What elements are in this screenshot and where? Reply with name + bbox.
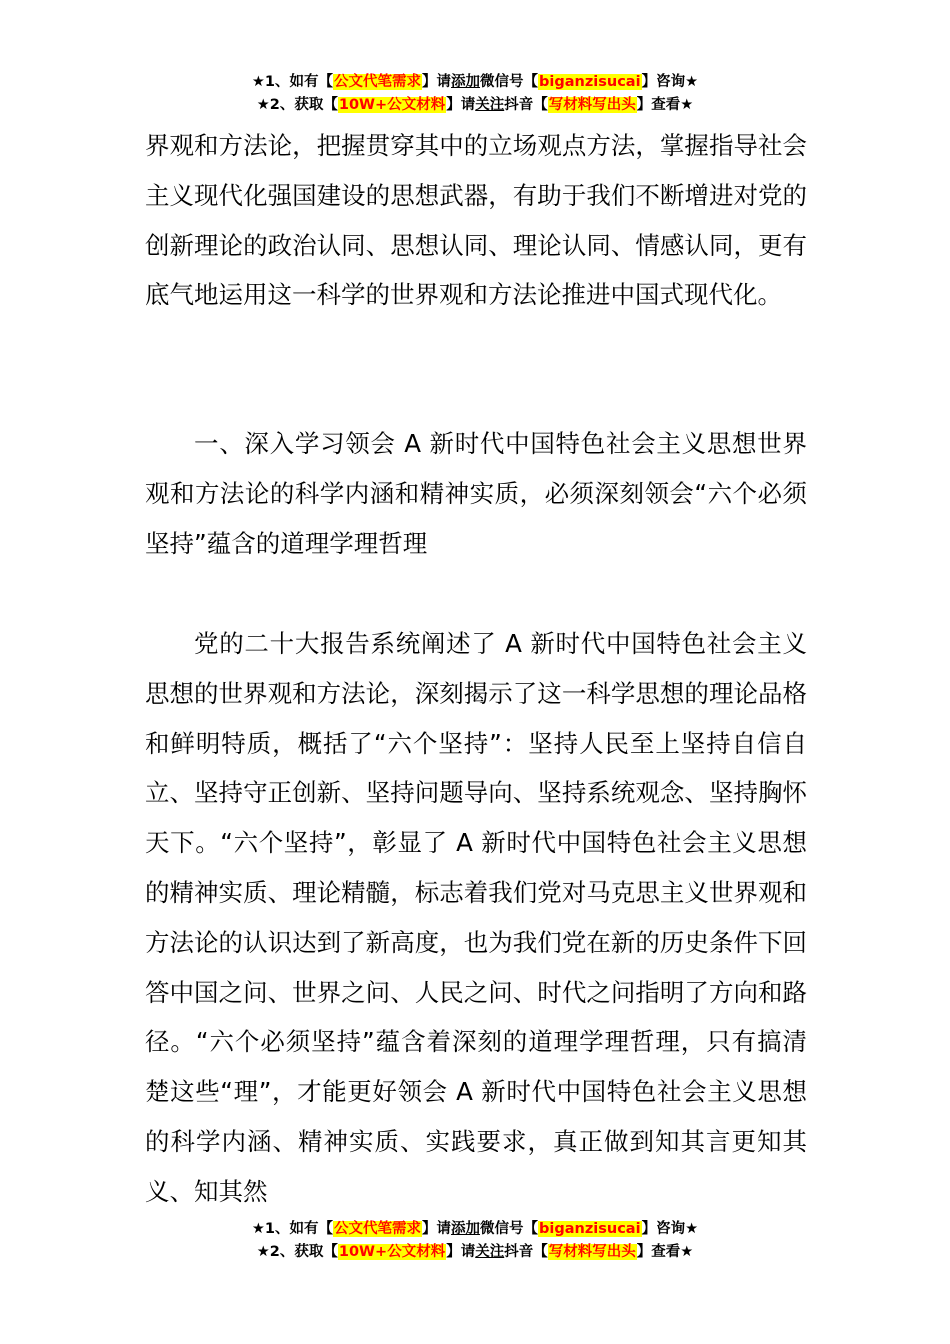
banner-highlight-douyin-id: 写材料写出头 [548,97,636,113]
footer-line-1-suffix: 】咨询★ [641,1221,699,1237]
banner-line-1 [0,71,950,94]
footer-line-1-mid2: 微信号【 [480,1221,539,1237]
banner-line-2-mid2: 抖音【 [504,97,548,113]
banner-highlight-materials: 10W+公文材料 [338,97,446,113]
footer-line-2-prefix: ★2、获取【 [256,1244,338,1260]
body-paragraph-1 [145,121,807,320]
banner-highlight-service: 公文代笔需求 [334,74,422,90]
footer-highlight-materials: 10W+公文材料 [338,1244,446,1260]
banner-line-2-prefix: ★2、获取【 [256,97,338,113]
footer-highlight-douyin-id: 写材料写出头 [548,1244,636,1260]
banner-underline-add: 添加 [451,74,481,90]
footer-banner-line-2 [0,1241,950,1264]
footer-line-1-prefix: ★1、如有【 [251,1221,334,1237]
paragraph-1-text: 界观和方法论，把握贯穿其中的立场观点方法，掌握指导社会主义现代化强国建设的思想武器，有助于我们不断增进对党的创新理论的政治认同、思想认同、理论认同、情感认同，更有底气地运用这一科学的世界观和方法论推进中国式现代化。 [145,131,807,310]
footer-underline-follow: 关注 [475,1244,505,1260]
banner-highlight-wechat-id: biganzisucai [539,74,641,90]
footer-banner [0,1218,950,1264]
footer-line-2-suffix: 】查看★ [636,1244,694,1260]
footer-line-2-mid1: 】请 [446,1244,476,1260]
banner-line-2 [0,94,950,117]
paragraph-2-text: 党的二十大报告系统阐述了 A 新时代中国特色社会主义思想的世界观和方法论，深刻揭示了这一科学思想的理论品格和鲜明特质，概括了“六个坚持”：坚持人民至上坚持自信自立、坚持守正创新、坚持问题导向、坚持系统观念、坚持胸怀天下。“六个坚持”，彰显了 A 新时代中国特色社会主义思想的精神实质、理论精髓，标志着我们党对马克思主义世界观和方法论的认识达到了新高度，也为我们党在新的历史条件下回答中国之问、世界之问、人民之问、时代之问指明了方向和路径。“六个必须坚持”蕴含着深刻的道理学理哲理，只有搞清楚这些“理”，才能更好领会 A 新时代中国特色社会主义思想的科学内涵、精神实质、实践要求，真正做到知其言更知其义、知其然 [145,629,807,1206]
banner-underline-follow: 关注 [475,97,505,113]
footer-banner-line-1 [0,1218,950,1241]
banner-line-1-suffix: 】咨询★ [641,74,699,90]
heading-1-text: 一、深入学习领会 A 新时代中国特色社会主义思想世界观和方法论的科学内涵和精神实质，必须深刻领会“六个必须坚持”蕴含的道理学理哲理 [145,429,807,558]
body-paragraph-2 [145,619,807,1217]
banner-line-2-mid1: 】请 [446,97,476,113]
banner-line-1-prefix: ★1、如有【 [251,74,334,90]
header-banner [0,71,950,117]
footer-highlight-service: 公文代笔需求 [334,1221,422,1237]
banner-line-1-mid1: 】请 [422,74,452,90]
banner-line-2-suffix: 】查看★ [636,97,694,113]
footer-highlight-wechat-id: biganzisucai [539,1221,641,1237]
banner-line-1-mid2: 微信号【 [480,74,539,90]
footer-underline-add: 添加 [451,1221,481,1237]
footer-line-1-mid1: 】请 [422,1221,452,1237]
section-heading-1 [145,419,807,568]
footer-line-2-mid2: 抖音【 [504,1244,548,1260]
